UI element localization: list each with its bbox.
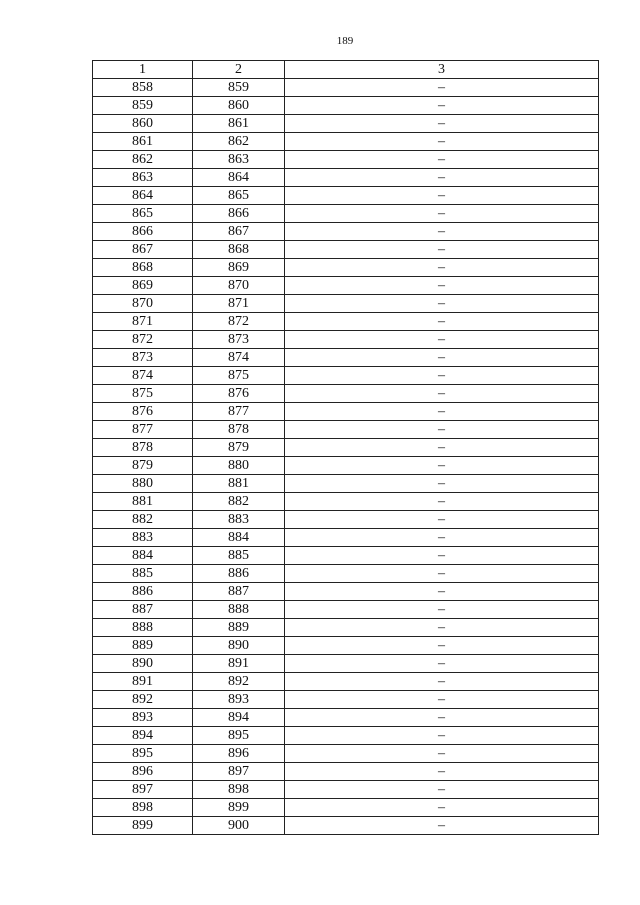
table-cell-col-2: 870 (193, 277, 285, 295)
table-cell-col-2: 862 (193, 133, 285, 151)
table-cell-col-3: – (285, 403, 599, 421)
table-cell-col-3: – (285, 421, 599, 439)
table-cell-col-3: – (285, 727, 599, 745)
table-row (93, 241, 599, 259)
table-cell-col-1: 865 (93, 205, 193, 223)
table-cell-col-2: 875 (193, 367, 285, 385)
table-cell-col-2: 898 (193, 781, 285, 799)
table-row (93, 313, 599, 331)
table-cell-col-1: 858 (93, 79, 193, 97)
table-cell-col-2: 893 (193, 691, 285, 709)
table-cell-col-2: 881 (193, 475, 285, 493)
table-row (93, 421, 599, 439)
table-cell-col-2: 864 (193, 169, 285, 187)
table-cell-col-2: 899 (193, 799, 285, 817)
table-cell-col-3: – (285, 619, 599, 637)
table-cell-col-3: – (285, 115, 599, 133)
table-cell-col-2: 894 (193, 709, 285, 727)
table-header (93, 61, 599, 79)
table-cell-col-3: – (285, 511, 599, 529)
table-cell-col-1: 873 (93, 349, 193, 367)
table-row (93, 637, 599, 655)
table-cell-col-1: 876 (93, 403, 193, 421)
table-row (93, 169, 599, 187)
table-cell-col-1: 887 (93, 601, 193, 619)
table-cell-col-1: 861 (93, 133, 193, 151)
table-cell-col-1: 866 (93, 223, 193, 241)
table-cell-col-3: – (285, 547, 599, 565)
table-cell-col-2: 888 (193, 601, 285, 619)
table-row (93, 259, 599, 277)
table-cell-col-2: 866 (193, 205, 285, 223)
table-cell-col-2: 867 (193, 223, 285, 241)
table-cell-col-2: 887 (193, 583, 285, 601)
table-cell-col-2: 879 (193, 439, 285, 457)
table-cell-col-2: 885 (193, 547, 285, 565)
table-row (93, 205, 599, 223)
table-cell-col-2: 863 (193, 151, 285, 169)
table-cell-col-3: – (285, 439, 599, 457)
table-cell-col-3: – (285, 799, 599, 817)
table-cell-col-1: 877 (93, 421, 193, 439)
table-cell-col-3: – (285, 493, 599, 511)
table-cell-col-2: 897 (193, 763, 285, 781)
table-cell-col-1: 872 (93, 331, 193, 349)
table-cell-col-1: 864 (93, 187, 193, 205)
table-row (93, 457, 599, 475)
table-cell-col-2: 889 (193, 619, 285, 637)
table-cell-col-1: 875 (93, 385, 193, 403)
table-cell-col-3: – (285, 475, 599, 493)
table-row (93, 673, 599, 691)
table-cell-col-3: – (285, 385, 599, 403)
table-cell-col-1: 895 (93, 745, 193, 763)
header-col-1: 1 (93, 61, 193, 79)
table-cell-col-2: 874 (193, 349, 285, 367)
table-cell-col-1: 862 (93, 151, 193, 169)
table-cell-col-3: – (285, 709, 599, 727)
table-row (93, 817, 599, 835)
table-row (93, 97, 599, 115)
table-cell-col-3: – (285, 187, 599, 205)
table-cell-col-2: 890 (193, 637, 285, 655)
table-cell-col-1: 897 (93, 781, 193, 799)
table-cell-col-3: – (285, 295, 599, 313)
table-cell-col-3: – (285, 673, 599, 691)
data-table (92, 60, 599, 835)
table-row (93, 439, 599, 457)
table-cell-col-3: – (285, 565, 599, 583)
table-cell-col-2: 882 (193, 493, 285, 511)
table-cell-col-1: 859 (93, 97, 193, 115)
table-cell-col-1: 884 (93, 547, 193, 565)
table-cell-col-1: 882 (93, 511, 193, 529)
table-row (93, 727, 599, 745)
table-cell-col-1: 863 (93, 169, 193, 187)
header-col-2: 2 (193, 61, 285, 79)
table-cell-col-3: – (285, 457, 599, 475)
table-row (93, 745, 599, 763)
table-row (93, 565, 599, 583)
header-col-3: 3 (285, 61, 599, 79)
table-cell-col-2: 895 (193, 727, 285, 745)
table-cell-col-1: 889 (93, 637, 193, 655)
table-cell-col-2: 859 (193, 79, 285, 97)
table-cell-col-3: – (285, 205, 599, 223)
table-row (93, 619, 599, 637)
table-row (93, 349, 599, 367)
table-cell-col-2: 865 (193, 187, 285, 205)
table-cell-col-1: 894 (93, 727, 193, 745)
table-cell-col-3: – (285, 601, 599, 619)
table-cell-col-3: – (285, 277, 599, 295)
table-cell-col-3: – (285, 781, 599, 799)
table-row (93, 223, 599, 241)
table-row (93, 655, 599, 673)
table-cell-col-3: – (285, 259, 599, 277)
table-row (93, 493, 599, 511)
table-cell-col-1: 888 (93, 619, 193, 637)
table-cell-col-1: 869 (93, 277, 193, 295)
table-cell-col-1: 880 (93, 475, 193, 493)
table-cell-col-1: 896 (93, 763, 193, 781)
table-cell-col-1: 899 (93, 817, 193, 835)
table-cell-col-2: 872 (193, 313, 285, 331)
table-cell-col-2: 876 (193, 385, 285, 403)
table-row (93, 403, 599, 421)
table-cell-col-1: 885 (93, 565, 193, 583)
table-cell-col-2: 891 (193, 655, 285, 673)
table-row (93, 277, 599, 295)
table-cell-col-1: 886 (93, 583, 193, 601)
table-cell-col-1: 892 (93, 691, 193, 709)
table-cell-col-2: 873 (193, 331, 285, 349)
table-cell-col-1: 883 (93, 529, 193, 547)
table-cell-col-3: – (285, 691, 599, 709)
table-cell-col-3: – (285, 151, 599, 169)
table-row (93, 583, 599, 601)
table-cell-col-2: 878 (193, 421, 285, 439)
table-row (93, 133, 599, 151)
table-cell-col-3: – (285, 331, 599, 349)
table-cell-col-2: 884 (193, 529, 285, 547)
table-cell-col-1: 891 (93, 673, 193, 691)
table-row (93, 529, 599, 547)
table-cell-col-3: – (285, 763, 599, 781)
table-cell-col-1: 878 (93, 439, 193, 457)
table-cell-col-1: 860 (93, 115, 193, 133)
table-cell-col-2: 868 (193, 241, 285, 259)
page-number: 189 (336, 35, 354, 47)
table-cell-col-3: – (285, 79, 599, 97)
table-cell-col-2: 892 (193, 673, 285, 691)
table-row (93, 763, 599, 781)
table-cell-col-3: – (285, 817, 599, 835)
table-row (93, 799, 599, 817)
table-cell-col-3: – (285, 529, 599, 547)
table-cell-col-1: 893 (93, 709, 193, 727)
table-cell-col-2: 869 (193, 259, 285, 277)
table-cell-col-2: 860 (193, 97, 285, 115)
header-row (93, 61, 599, 79)
table-cell-col-1: 898 (93, 799, 193, 817)
table-cell-col-3: – (285, 241, 599, 259)
table-row (93, 385, 599, 403)
table-cell-col-1: 867 (93, 241, 193, 259)
table-cell-col-2: 871 (193, 295, 285, 313)
table-cell-col-3: – (285, 223, 599, 241)
table-cell-col-2: 886 (193, 565, 285, 583)
table-cell-col-3: – (285, 133, 599, 151)
table-cell-col-2: 877 (193, 403, 285, 421)
table-cell-col-1: 868 (93, 259, 193, 277)
table-row (93, 691, 599, 709)
table-cell-col-2: 900 (193, 817, 285, 835)
table-row (93, 331, 599, 349)
table-cell-col-1: 890 (93, 655, 193, 673)
table-cell-col-3: – (285, 745, 599, 763)
table-row (93, 295, 599, 313)
table-row (93, 601, 599, 619)
table-row (93, 367, 599, 385)
table-row (93, 709, 599, 727)
table-cell-col-2: 883 (193, 511, 285, 529)
table-cell-col-1: 881 (93, 493, 193, 511)
table-cell-col-1: 879 (93, 457, 193, 475)
table-cell-col-2: 896 (193, 745, 285, 763)
table-cell-col-2: 861 (193, 115, 285, 133)
table-row (93, 475, 599, 493)
table-cell-col-3: – (285, 367, 599, 385)
table-cell-col-3: – (285, 637, 599, 655)
table-cell-col-3: – (285, 169, 599, 187)
table-cell-col-3: – (285, 313, 599, 331)
table-row (93, 781, 599, 799)
table-cell-col-1: 871 (93, 313, 193, 331)
table-row (93, 187, 599, 205)
table-row (93, 79, 599, 97)
table-cell-col-1: 874 (93, 367, 193, 385)
table-row (93, 115, 599, 133)
table-cell-col-2: 880 (193, 457, 285, 475)
table-row (93, 511, 599, 529)
table-row (93, 151, 599, 169)
table-cell-col-3: – (285, 655, 599, 673)
table-body (93, 79, 599, 835)
table-cell-col-3: – (285, 349, 599, 367)
table-cell-col-3: – (285, 583, 599, 601)
table-row (93, 547, 599, 565)
table-cell-col-3: – (285, 97, 599, 115)
table-cell-col-1: 870 (93, 295, 193, 313)
